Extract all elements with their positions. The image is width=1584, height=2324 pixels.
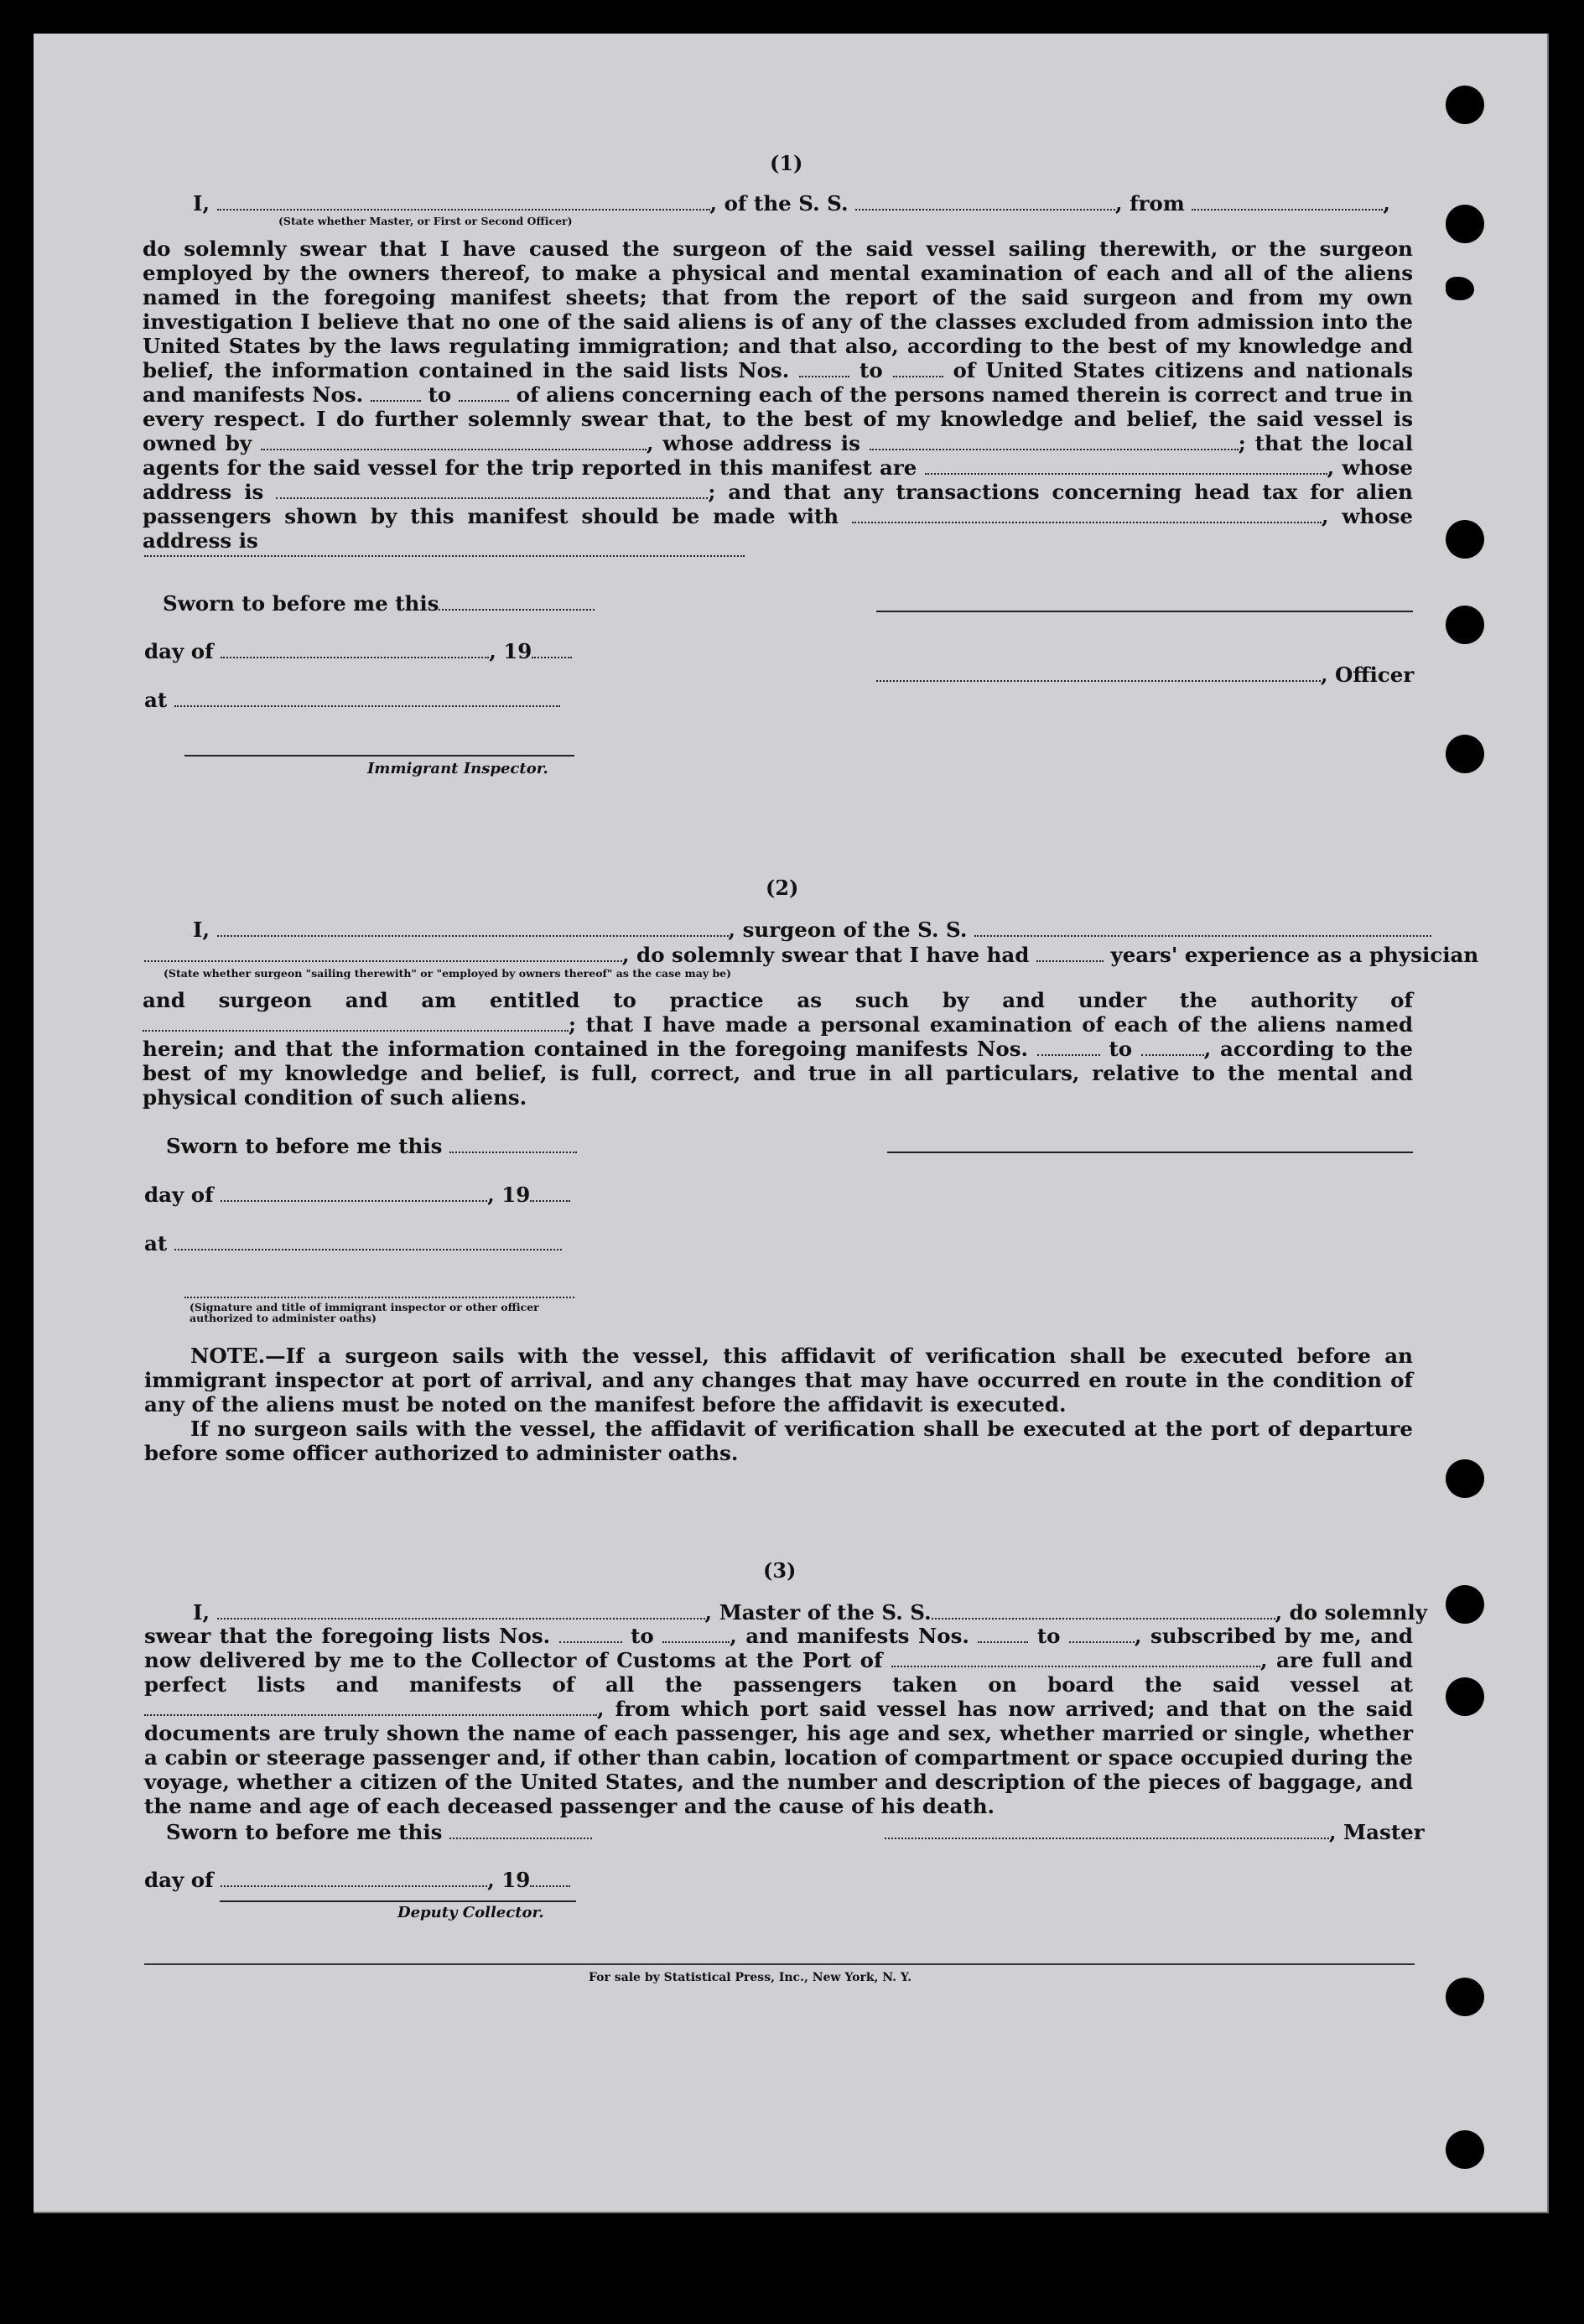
manifest-from-field[interactable] xyxy=(1037,1037,1100,1056)
label: swear that the foregoing lists Nos. xyxy=(144,1624,551,1648)
master-line xyxy=(885,1820,1425,1844)
label: that I have made a personal examination of each of the aliens named herein; and that the information contained in the xyxy=(143,1012,1413,1061)
year-field[interactable] xyxy=(532,640,572,658)
note-paragraph xyxy=(144,1344,1413,1417)
at-line xyxy=(144,688,560,712)
sworn-date-field-2[interactable] xyxy=(449,1135,577,1153)
day-of-field-3[interactable] xyxy=(221,1869,487,1887)
binder-hole xyxy=(1446,735,1484,773)
day-line-3 xyxy=(144,1868,570,1892)
master-name-field[interactable] xyxy=(217,192,710,211)
note-text-2: If no surgeon sails with the vessel, the affidavit of verification shall be executed at the port of departure before some officer authorized to administer oaths. xyxy=(144,1417,1413,1465)
label: all particulars, relative to the mental and physical condition of such aliens. xyxy=(143,1061,1413,1110)
footer-divider xyxy=(144,1963,1415,1965)
label: day of xyxy=(144,1868,214,1892)
surgeon-name-field[interactable] xyxy=(217,918,729,937)
ship-name-field-3[interactable] xyxy=(932,1601,1275,1620)
label: , whose address is xyxy=(646,431,860,455)
label: , do solemnly swear that I have had xyxy=(622,943,1030,967)
oath-text-2: therein is correct and true in every respect. I do further solemnly swear that, to the best of my knowledge and belief, xyxy=(143,382,1414,431)
label: manifests of all the passengers taken on board the said vessel at xyxy=(409,1672,1413,1697)
label: Sworn to before me this xyxy=(166,1134,443,1158)
manifest-to-field[interactable] xyxy=(1141,1037,1204,1056)
at-line-2 xyxy=(144,1231,562,1256)
section-1-line-1 xyxy=(193,191,1390,216)
boarding-port-field[interactable] xyxy=(144,1698,597,1716)
label: ; xyxy=(569,1012,577,1037)
oath-text-1: do solemnly swear that I have caused the surgeon of the said vessel sailing therewith, or the surgeon employed by the owners thereof, to make a physical and mental examination of each and all of the aliens named in the foregoing manifest sheets; that from the report of the said surgeon and from my own investigation I believe that no one of the said aliens is of any of the classes excluded from admission into the United States by the laws regulating immigration; and that also, according to the best of my knowledge and belief, the information contained in the said lists Nos. xyxy=(143,237,1413,382)
officer-label: , Officer xyxy=(1321,663,1415,687)
label: , of the S. S. xyxy=(709,191,849,216)
surgeon-type-field[interactable] xyxy=(144,944,622,962)
printer-credit: For sale by Statistical Press, Inc., New York, N. Y. xyxy=(589,1971,911,1984)
label: , and manifests Nos. xyxy=(730,1624,969,1648)
label: I, xyxy=(193,1600,210,1625)
note-block xyxy=(144,1344,1413,1465)
binder-hole xyxy=(1446,1978,1484,2016)
binder-hole xyxy=(1446,86,1484,124)
surgeon-oath-text xyxy=(143,988,1413,1110)
label: to xyxy=(428,382,452,407)
label: , xyxy=(1327,455,1335,480)
note-paragraph-2 xyxy=(144,1417,1413,1465)
sworn-date-field-3[interactable] xyxy=(449,1821,592,1839)
binder-hole xyxy=(1446,2130,1484,2169)
label: , according to the best of my knowledge and belief, is full, correct, and true in xyxy=(143,1037,1414,1085)
oath-text xyxy=(143,237,1413,553)
collector-signature-line[interactable] xyxy=(220,1900,576,1902)
surgeon-ship-field[interactable] xyxy=(974,918,1431,937)
inspector-signature-line[interactable] xyxy=(184,755,574,756)
master-oath-text xyxy=(144,1624,1413,1818)
day-line-2 xyxy=(144,1183,570,1207)
label: to xyxy=(860,358,883,382)
years-experience-field[interactable] xyxy=(1036,944,1104,962)
label: passengers shown by this manifest should be made with xyxy=(143,504,839,528)
binder-hole xyxy=(1446,520,1484,559)
label: to xyxy=(1109,1037,1133,1061)
label: I, xyxy=(193,191,210,216)
label: delivered by me to the Collector of Customs at the Port of xyxy=(199,1648,883,1672)
at-place-field-2[interactable] xyxy=(174,1232,562,1250)
surgeon-signature-line[interactable] xyxy=(887,1152,1413,1153)
label: day of xyxy=(144,639,214,663)
officer-title-caption: (Signature and title of immigrant inspector or other officer authorized to administer oaths) xyxy=(190,1301,539,1324)
label: I, xyxy=(193,918,210,942)
owner-field[interactable] xyxy=(261,432,647,450)
note-label: NOTE. xyxy=(190,1344,266,1368)
binder-hole xyxy=(1446,606,1484,644)
manifest-page xyxy=(34,34,1549,2213)
label: , are full and perfect lists and xyxy=(144,1648,1414,1697)
authority-field[interactable] xyxy=(143,1013,569,1032)
label: whose address is xyxy=(143,455,1413,504)
sworn-line-3 xyxy=(166,1820,592,1844)
lists-to-field-3[interactable] xyxy=(662,1625,730,1643)
section-1-number: (1) xyxy=(770,151,803,175)
lists-from-field[interactable] xyxy=(799,359,849,377)
section-2-number: (2) xyxy=(766,876,799,900)
label: , xyxy=(1383,191,1390,216)
manifests-to-field-3[interactable] xyxy=(1069,1625,1135,1643)
label: , subscribed by me, and now xyxy=(144,1624,1414,1672)
surgeon-caption: (State whether surgeon "sailing therewith" or "employed by owners thereof" as the case may be) xyxy=(164,967,732,980)
label: , 19 xyxy=(487,1183,531,1207)
sworn-line-2 xyxy=(166,1134,577,1158)
at-place-field[interactable] xyxy=(174,689,560,707)
binder-hole xyxy=(1446,1459,1484,1498)
manifests-from-field[interactable] xyxy=(371,383,421,402)
inspector-signature-line-2[interactable] xyxy=(184,1297,574,1298)
label: port said vessel has now arrived; and that on the said documents are truly shown the name of each passenger, his age and sex, whether married or single, whether a cabin or steerage passenger and, if other than cabin, location of compartment or space occupied during the voyage, whether a citizen of the United States, and the number and description of the pieces of baggage, and the name and age of each deceased passenger and the cause of his death. xyxy=(144,1697,1414,1818)
label: at xyxy=(144,688,168,712)
label: , from xyxy=(1115,191,1185,216)
officer-signature-line-1[interactable] xyxy=(876,611,1413,612)
year-field-3[interactable] xyxy=(530,1869,570,1887)
master-name-field-3[interactable] xyxy=(217,1601,705,1620)
binder-hole xyxy=(1446,277,1474,300)
label: to xyxy=(1036,1624,1061,1648)
agents-address-field[interactable] xyxy=(276,481,708,499)
master-signature-field[interactable] xyxy=(885,1821,1329,1839)
collector-caption: Deputy Collector. xyxy=(397,1904,544,1921)
section-3-number: (3) xyxy=(763,1558,797,1583)
officer-signature-field[interactable] xyxy=(876,663,1321,682)
master-label: , Master xyxy=(1329,1820,1425,1844)
label: day of xyxy=(144,1183,214,1207)
section-2-body xyxy=(143,988,1413,1110)
label: foregoing manifests Nos. xyxy=(735,1037,1029,1061)
port-from-field[interactable] xyxy=(1192,192,1383,211)
label: Sworn to before me this xyxy=(163,591,439,616)
label: , from which xyxy=(597,1697,750,1721)
manifests-to-field[interactable] xyxy=(459,383,509,402)
day-of-field[interactable] xyxy=(221,640,489,658)
note-text: —If a surgeon sails with the vessel, this affidavit of verification shall be executed before an immigrant inspector at port of arrival, and any changes that may have occurred en route in the condition of any of the aliens must be noted on the manifest before the affidavit is executed. xyxy=(144,1344,1413,1417)
section-2-line-2 xyxy=(144,943,1478,967)
head-tax-address-field[interactable] xyxy=(144,555,745,557)
label: at xyxy=(144,1231,168,1256)
label: , do solemnly xyxy=(1275,1600,1427,1625)
day-of-field-2[interactable] xyxy=(221,1183,487,1202)
label: ; and that any transactions concerning head tax for alien xyxy=(708,480,1413,504)
label: Sworn to before me this xyxy=(166,1820,443,1844)
binder-hole xyxy=(1446,1585,1484,1624)
label: to xyxy=(631,1624,654,1648)
year-field-2[interactable] xyxy=(530,1183,570,1202)
label: that the local agents for the said vessel for the trip reported in this manifest are xyxy=(143,431,1414,480)
lists-from-field-3[interactable] xyxy=(559,1625,622,1643)
ship-name-field[interactable] xyxy=(855,192,1115,211)
sworn-date-field[interactable] xyxy=(439,592,595,611)
inspector-caption: Immigrant Inspector. xyxy=(367,760,548,777)
lists-to-field[interactable] xyxy=(893,359,943,377)
section-1-body xyxy=(143,237,1413,553)
label: and surgeon and am entitled to practice as such by and under the authority of xyxy=(143,988,1413,1012)
officer-line xyxy=(876,663,1414,687)
section-2-line-1 xyxy=(193,918,1431,942)
binder-hole xyxy=(1446,1677,1484,1716)
label: of United States citizens and nationals and manifests Nos. xyxy=(143,358,1413,407)
sworn-line xyxy=(163,591,595,616)
officer-caption: (State whether Master, or First or Second Officer) xyxy=(278,215,573,227)
label: of aliens concerning each of the persons named xyxy=(516,382,1070,407)
manifests-from-field-3[interactable] xyxy=(978,1625,1028,1643)
label: , whose address is xyxy=(143,504,1413,553)
label: , 19 xyxy=(489,639,532,663)
binder-hole xyxy=(1446,205,1484,243)
port-field[interactable] xyxy=(891,1649,1260,1667)
day-line xyxy=(144,639,572,663)
head-tax-contact-field[interactable] xyxy=(852,505,1322,523)
local-agents-field[interactable] xyxy=(925,456,1327,475)
section-3-line-1 xyxy=(193,1600,1427,1625)
section-3-body xyxy=(144,1624,1413,1818)
label: the said vessel is owned by xyxy=(143,407,1413,455)
label: , Master of the S. S. xyxy=(704,1600,932,1625)
label: years' experience as a physician xyxy=(1110,943,1479,967)
label: , 19 xyxy=(487,1868,531,1892)
label: , surgeon of the S. S. xyxy=(728,918,968,942)
owner-address-field[interactable] xyxy=(870,432,1239,450)
label: ; xyxy=(1238,431,1246,455)
